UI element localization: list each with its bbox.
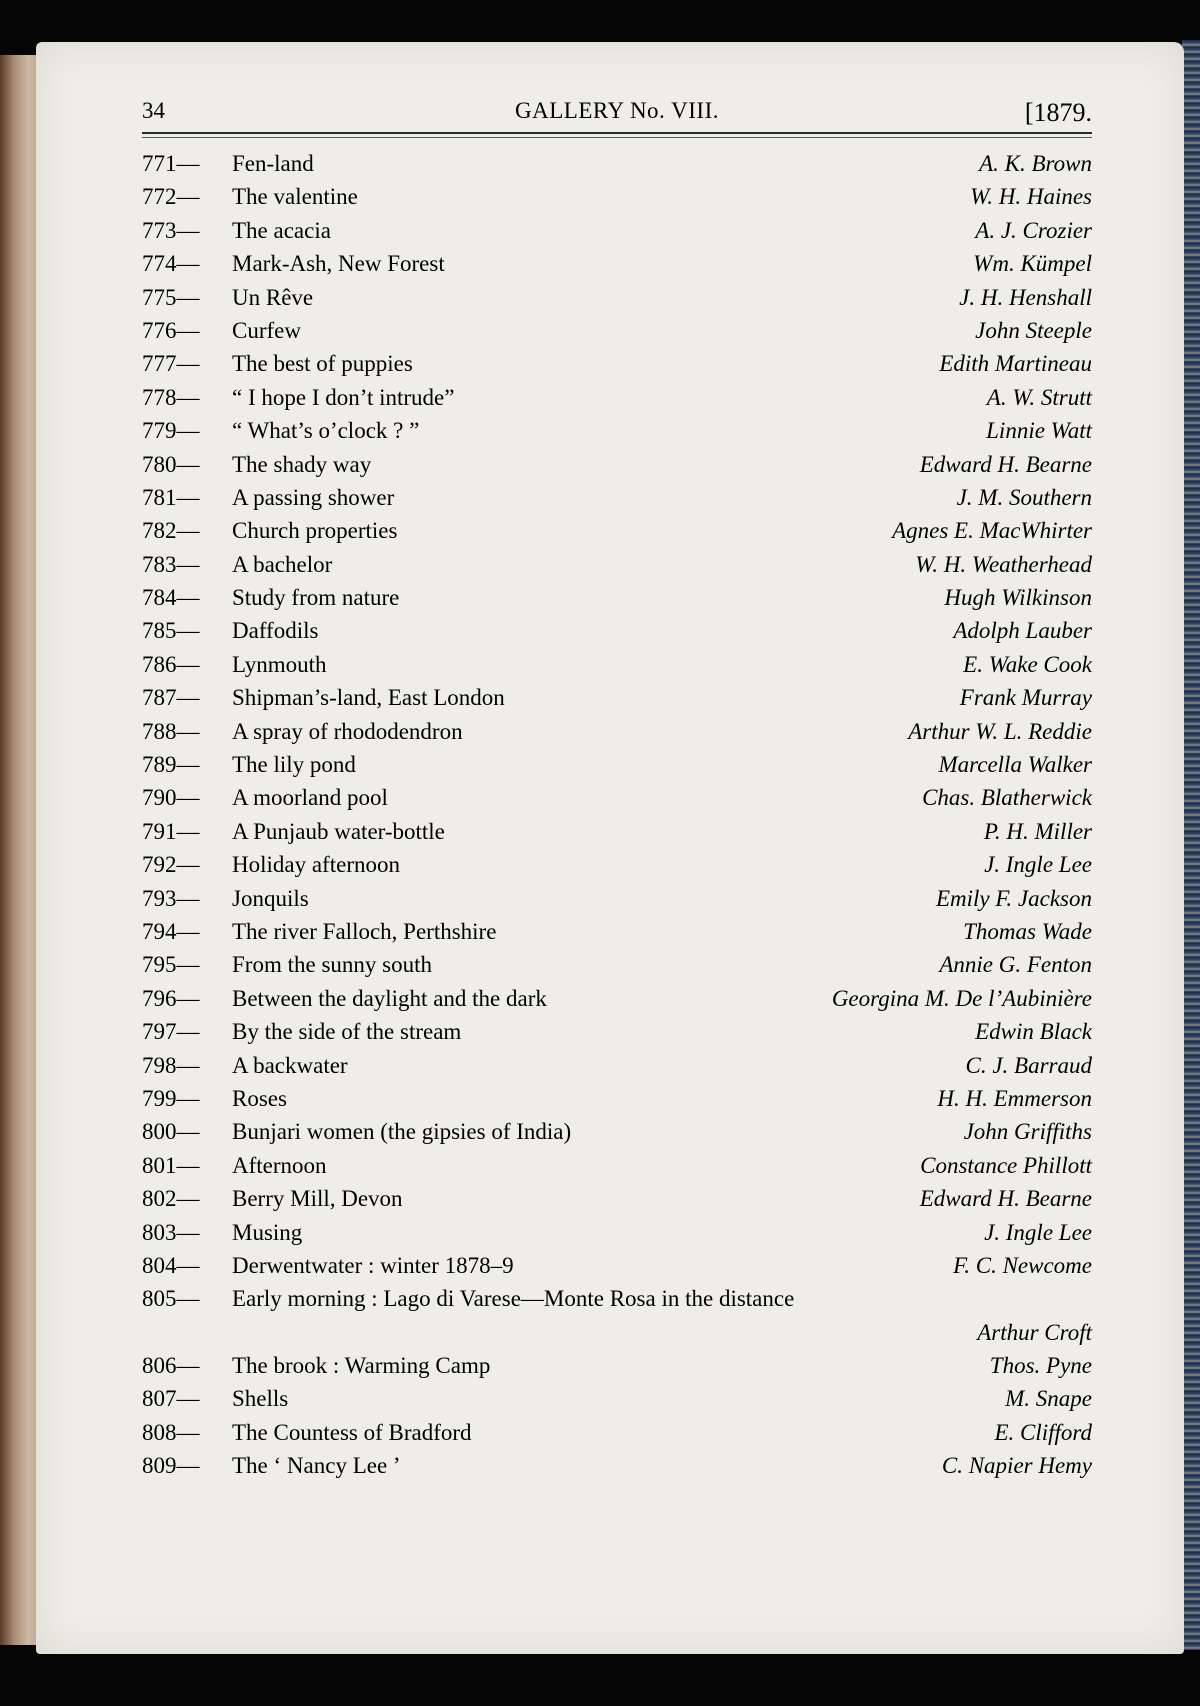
catalogue-entry — [142, 1115, 1092, 1148]
entry-title: Curfew — [232, 317, 301, 343]
entry-artist: Linnie Watt — [978, 414, 1092, 447]
gallery-title: GALLERY No. VIII. — [515, 98, 719, 123]
header-rule-thick — [142, 132, 1092, 134]
entry-artist: Edward H. Bearne — [912, 1182, 1092, 1215]
entry-number: 806— — [142, 1353, 200, 1379]
year-label: [1879. — [1024, 98, 1092, 127]
entry-number: 779— — [142, 418, 200, 444]
entry-number: 808— — [142, 1419, 200, 1445]
entry-artist: A. K. Brown — [971, 147, 1092, 180]
entry-title: Holiday afternoon — [232, 852, 400, 878]
entry-artist: Marcella Walker — [930, 748, 1092, 781]
page-header — [142, 88, 1092, 128]
entry-artist: A. W. Strutt — [979, 381, 1092, 414]
entry-title: The acacia — [232, 217, 331, 243]
entry-title: Fen-land — [232, 151, 314, 176]
entry-number: 789— — [142, 752, 200, 778]
entry-title: A Punjaub water-bottle — [232, 818, 445, 844]
entry-title: Shells — [232, 1386, 289, 1412]
entry-number: 801— — [142, 1152, 200, 1178]
entry-number: 792— — [142, 852, 200, 878]
entry-artist: Arthur Croft — [969, 1316, 1092, 1349]
entry-title: From the sunny south — [232, 952, 432, 978]
catalogue-entry — [142, 1015, 1092, 1048]
entry-title: Derwentwater : winter 1878–9 — [232, 1252, 514, 1278]
entry-title: Early morning : Lago di Varese—Monte Rosa in the distance — [232, 1286, 795, 1312]
entry-artist: E. Wake Cook — [955, 648, 1092, 681]
header-rule-thin — [142, 137, 1092, 138]
catalogue-entry — [142, 548, 1092, 581]
catalogue-entry — [142, 381, 1092, 414]
entry-title: A backwater — [232, 1052, 348, 1078]
catalogue-entry — [142, 1349, 1092, 1382]
entry-number: 772— — [142, 184, 200, 210]
entry-artist: Thomas Wade — [955, 915, 1092, 948]
entry-number: 788— — [142, 718, 200, 744]
entry-number: 803— — [142, 1219, 200, 1245]
catalogue-entry — [142, 1382, 1092, 1415]
entry-number: 805— — [142, 1286, 200, 1312]
catalogue-entry — [142, 1416, 1092, 1449]
catalogue-entry — [142, 815, 1092, 848]
entry-number: 800— — [142, 1119, 200, 1145]
entry-title: “ I hope I don’t intrude” — [232, 384, 455, 410]
entry-number: 773— — [142, 217, 200, 243]
entry-artist: A. J. Crozier — [967, 214, 1092, 247]
entry-title: “ What’s o’clock ? ” — [232, 418, 420, 444]
entry-number: 787— — [142, 685, 200, 711]
entry-title: Shipman’s-land, East London — [232, 685, 505, 711]
entry-number: 795— — [142, 952, 200, 978]
entry-number: 780— — [142, 451, 200, 477]
entry-number: 807— — [142, 1386, 200, 1412]
entry-number: 799— — [142, 1085, 200, 1111]
entry-artist: Edward H. Bearne — [912, 448, 1092, 481]
catalogue-entry — [142, 347, 1092, 380]
entry-title: The Countess of Bradford — [232, 1419, 472, 1445]
catalogue-entry — [142, 1282, 1092, 1349]
entry-artist: Edwin Black — [967, 1015, 1092, 1048]
catalogue-entry — [142, 748, 1092, 781]
entry-artist: John Griffiths — [956, 1115, 1092, 1148]
catalogue-entry — [142, 781, 1092, 814]
catalogue-entry — [142, 1082, 1092, 1115]
entry-artist: J. Ingle Lee — [976, 848, 1092, 881]
entry-title: Un Rêve — [232, 284, 314, 310]
catalogue-entry — [142, 948, 1092, 981]
entry-number: 809— — [142, 1453, 200, 1479]
entry-artist: C. J. Barraud — [958, 1049, 1093, 1082]
entry-title: Church properties — [232, 518, 398, 544]
catalogue-entry — [142, 848, 1092, 881]
entry-artist: Hugh Wilkinson — [936, 581, 1092, 614]
catalogue-entry — [142, 715, 1092, 748]
catalogue-entry — [142, 648, 1092, 681]
entry-number: 783— — [142, 551, 200, 577]
entry-number: 791— — [142, 818, 200, 844]
entry-title: The shady way — [232, 451, 372, 477]
entry-title: Berry Mill, Devon — [232, 1186, 403, 1212]
entry-number: 790— — [142, 785, 200, 811]
entry-number: 785— — [142, 618, 200, 644]
entry-number: 776— — [142, 317, 200, 343]
entry-title: A moorland pool — [232, 785, 388, 811]
entry-number: 797— — [142, 1019, 200, 1045]
entry-number: 798— — [142, 1052, 200, 1078]
entry-artist: Wm. Kümpel — [965, 247, 1092, 280]
entry-artist: Adolph Lauber — [945, 614, 1092, 647]
catalogue-entry — [142, 1249, 1092, 1282]
catalogue-entry — [142, 681, 1092, 714]
catalogue-entry — [142, 1049, 1092, 1082]
entry-artist: Annie G. Fenton — [931, 948, 1092, 981]
catalogue-entry — [142, 915, 1092, 948]
catalogue-entry — [142, 1216, 1092, 1249]
entry-title: Mark-Ash, New Forest — [232, 251, 445, 277]
entry-artist: H. H. Emmerson — [929, 1082, 1092, 1115]
catalogue-entry — [142, 314, 1092, 347]
entry-artist: Frank Murray — [952, 681, 1092, 714]
entry-artist: W. H. Weatherhead — [907, 548, 1092, 581]
entry-artist: J. M. Southern — [949, 481, 1092, 514]
catalogue-entry — [142, 1182, 1092, 1215]
entry-title: Afternoon — [232, 1152, 327, 1178]
entry-number: 794— — [142, 918, 200, 944]
book-binding-edge-left — [0, 55, 40, 1645]
entry-number: 778— — [142, 384, 200, 410]
catalogue-entry — [142, 514, 1092, 547]
entry-title: Daffodils — [232, 618, 319, 644]
catalogue-entry-list — [142, 147, 1092, 1483]
entry-title: The brook : Warming Camp — [232, 1353, 491, 1379]
catalogue-entry — [142, 247, 1092, 280]
catalogue-entry — [142, 281, 1092, 314]
entry-artist: John Steeple — [967, 314, 1092, 347]
entry-number: 784— — [142, 585, 200, 611]
catalogue-entry — [142, 214, 1092, 247]
catalogue-entry — [142, 180, 1092, 213]
catalogue-entry — [142, 1449, 1092, 1482]
entry-artist: J. H. Henshall — [951, 281, 1092, 314]
entry-artist: P. H. Miller — [976, 815, 1092, 848]
entry-title: A passing shower — [232, 484, 395, 510]
entry-title: The valentine — [232, 184, 358, 210]
entry-artist: Arthur W. L. Reddie — [900, 715, 1092, 748]
entry-artist: Thos. Pyne — [982, 1349, 1092, 1382]
entry-title: Roses — [232, 1085, 287, 1111]
entry-artist: J. Ingle Lee — [976, 1216, 1092, 1249]
entry-artist: E. Clifford — [986, 1416, 1092, 1449]
entry-artist: Agnes E. MacWhirter — [884, 514, 1092, 547]
entry-title: Jonquils — [232, 885, 309, 911]
entry-title: By the side of the stream — [232, 1019, 462, 1045]
entry-artist: W. H. Haines — [962, 180, 1092, 213]
entry-title: Lynmouth — [232, 651, 327, 677]
entry-number: 775— — [142, 284, 200, 310]
entry-number: 774— — [142, 251, 200, 277]
entry-artist: Emily F. Jackson — [928, 882, 1092, 915]
entry-title: Bunjari women (the gipsies of India) — [232, 1119, 572, 1145]
entry-number: 782— — [142, 518, 200, 544]
entry-number: 771— — [142, 151, 200, 176]
catalogue-entry — [142, 448, 1092, 481]
catalogue-entry — [142, 614, 1092, 647]
entry-artist: Georgina M. De l’Aubinière — [824, 982, 1092, 1015]
entry-title: Study from nature — [232, 585, 400, 611]
catalogue-entry — [142, 414, 1092, 447]
entry-number: 804— — [142, 1252, 200, 1278]
entry-artist: Edith Martineau — [931, 347, 1092, 380]
entry-artist: C. Napier Hemy — [934, 1449, 1092, 1482]
book-binding-edge-right — [1182, 40, 1200, 1650]
catalogue-entry — [142, 882, 1092, 915]
entry-title: The river Falloch, Perthshire — [232, 918, 497, 944]
catalogue-entry — [142, 147, 1092, 180]
entry-artist: F. C. Newcome — [945, 1249, 1092, 1282]
entry-title: A spray of rhododendron — [232, 718, 463, 744]
page-number: 34 — [142, 98, 165, 123]
entry-title: Musing — [232, 1219, 303, 1245]
catalogue-entry — [142, 581, 1092, 614]
entry-artist: Chas. Blatherwick — [914, 781, 1092, 814]
entry-title: Between the daylight and the dark — [232, 985, 547, 1011]
catalogue-entry — [142, 481, 1092, 514]
entry-number: 786— — [142, 651, 200, 677]
entry-number: 781— — [142, 484, 200, 510]
entry-artist: M. Snape — [997, 1382, 1092, 1415]
entry-number: 793— — [142, 885, 200, 911]
entry-number: 796— — [142, 985, 200, 1011]
entry-title: A bachelor — [232, 551, 333, 577]
entry-title: The lily pond — [232, 752, 356, 778]
catalogue-entry — [142, 982, 1092, 1015]
entry-title: The ‘ Nancy Lee ’ — [232, 1453, 401, 1479]
entry-title: The best of puppies — [232, 351, 413, 377]
entry-number: 777— — [142, 351, 200, 377]
entry-number: 802— — [142, 1186, 200, 1212]
entry-artist: Constance Phillott — [912, 1149, 1092, 1182]
catalogue-entry — [142, 1149, 1092, 1182]
